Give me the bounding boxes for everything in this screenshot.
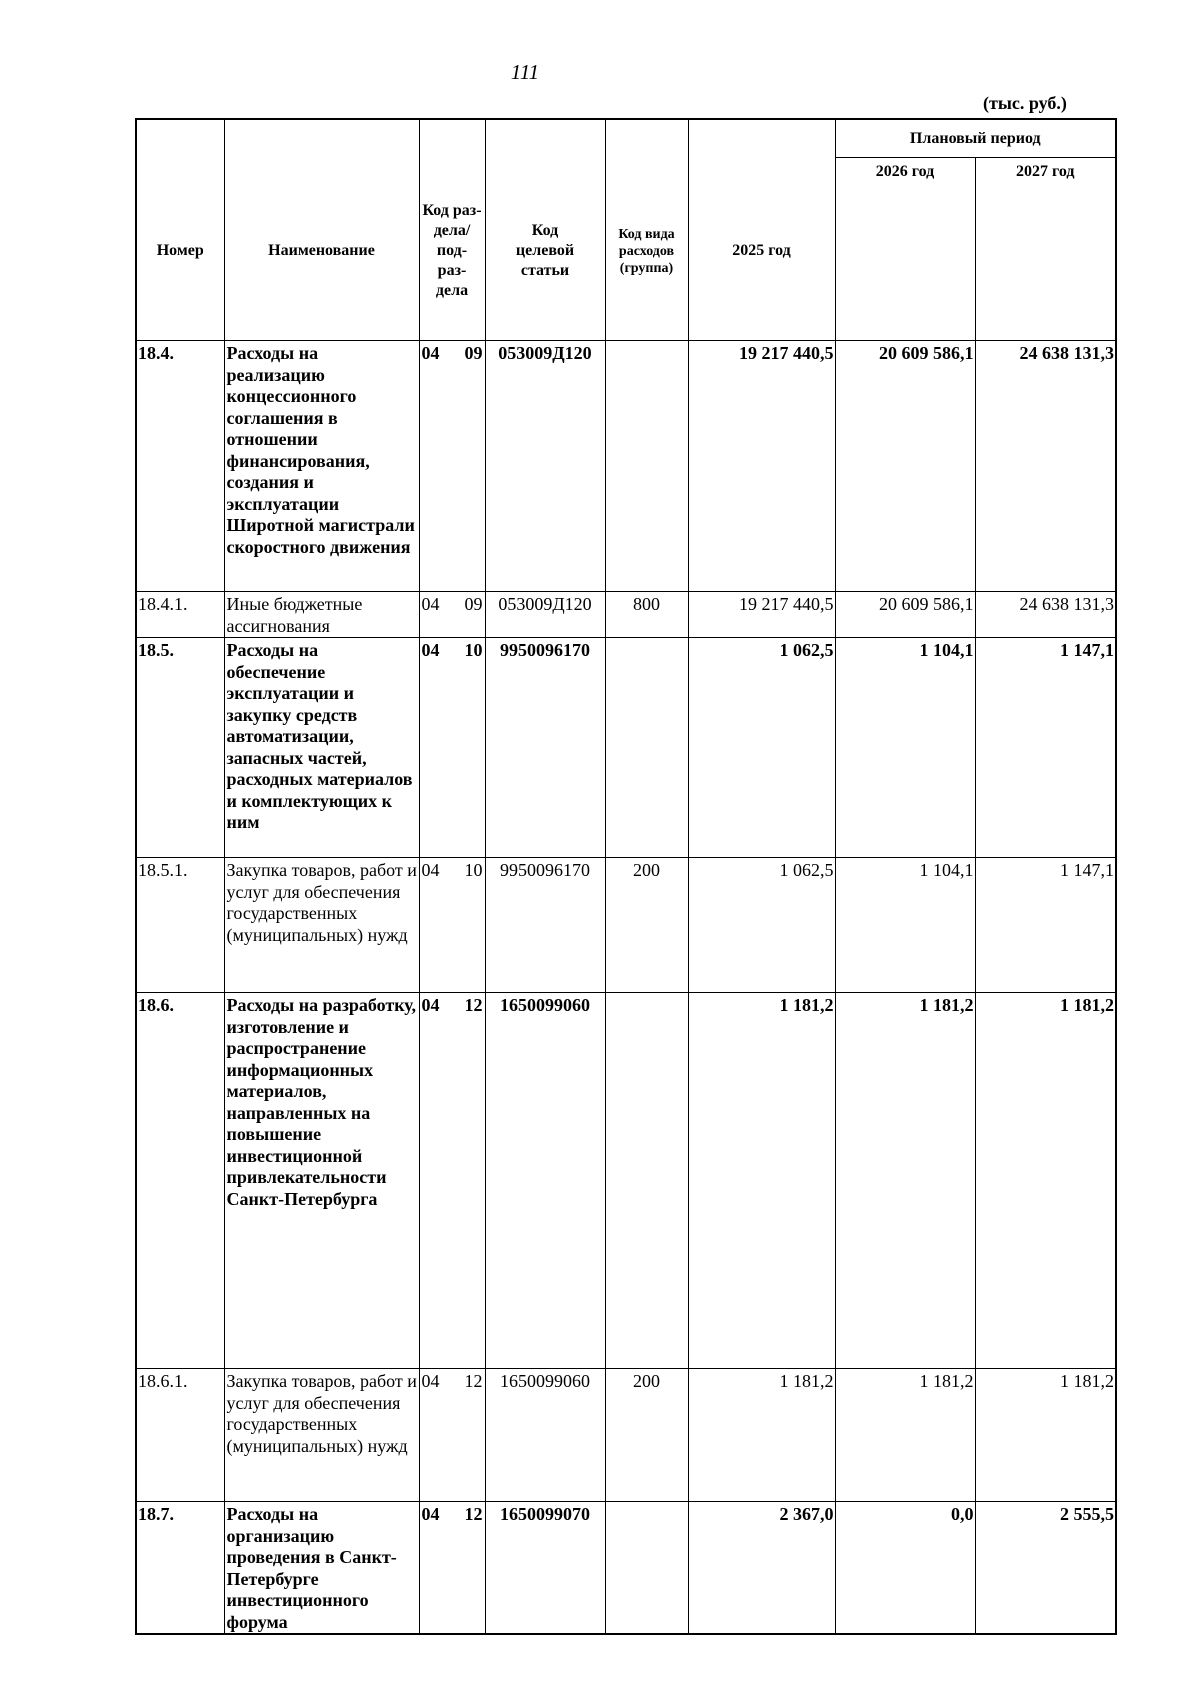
row-number: 18.5. <box>136 638 224 858</box>
row-number: 18.4. <box>136 341 224 592</box>
row-amount-2026: 1 181,2 <box>835 993 975 1369</box>
row-amount-2026: 20 609 586,1 <box>835 592 975 638</box>
page-number: 111 <box>510 60 540 84</box>
row-target-code: 9950096170 <box>485 638 605 858</box>
row-amount-2027: 1 181,2 <box>975 993 1116 1369</box>
row-number: 18.5.1. <box>136 858 224 993</box>
row-amount-2026: 1 104,1 <box>835 858 975 993</box>
row-section: 04 <box>421 995 440 1015</box>
row-target-code: 053009Д120 <box>485 341 605 592</box>
row-name: Закупка товаров, работ и услуг для обеспечения государственных (муниципальных) нужд <box>224 858 419 993</box>
header-year-2025: 2025 год <box>688 119 835 341</box>
header-planned-period: Плановый период <box>835 119 1116 158</box>
header-year-2026: 2026 год <box>835 158 975 341</box>
row-amount-2025: 2 367,0 <box>688 1502 835 1635</box>
row-amount-2027: 1 147,1 <box>975 638 1116 858</box>
header-target-code <box>485 119 605 341</box>
row-amount-2025: 1 181,2 <box>688 1369 835 1502</box>
row-name: Закупка товаров, работ и услуг для обеспечения государственных (муниципальных) нужд <box>224 1369 419 1502</box>
header-number: Номер <box>136 119 224 341</box>
row-section: 04 <box>421 640 440 660</box>
row-name: Иные бюджетные ассигнования <box>224 592 419 638</box>
row-target-code: 1650099060 <box>485 993 605 1369</box>
table-row <box>136 858 1116 993</box>
row-amount-2026: 1 104,1 <box>835 638 975 858</box>
table-row <box>136 993 1116 1369</box>
header-target-code-text: Код целевой статьи <box>515 222 575 279</box>
table-row <box>136 341 1116 592</box>
row-amount-2025: 19 217 440,5 <box>688 341 835 592</box>
header-expense-kind <box>605 119 688 341</box>
row-number: 18.7. <box>136 1502 224 1635</box>
row-expense-kind <box>605 993 688 1369</box>
row-expense-kind: 200 <box>605 858 688 993</box>
budget-table <box>135 118 1117 1635</box>
row-section: 04 <box>421 860 440 880</box>
row-number: 18.6. <box>136 993 224 1369</box>
header-section-code-text: Код раз- дела/ под- раз- дела <box>422 202 482 299</box>
row-section: 04 <box>421 594 440 614</box>
header-name: Наименование <box>224 119 419 341</box>
row-number: 18.4.1. <box>136 592 224 638</box>
header-section-code <box>419 119 485 341</box>
row-expense-kind <box>605 1502 688 1635</box>
row-target-code: 1650099070 <box>485 1502 605 1635</box>
row-section-code <box>419 858 485 993</box>
row-expense-kind <box>605 341 688 592</box>
row-subsection: 10 <box>464 860 483 880</box>
row-section-code <box>419 1369 485 1502</box>
row-amount-2027: 24 638 131,3 <box>975 341 1116 592</box>
row-subsection: 12 <box>464 1504 483 1524</box>
row-target-code: 9950096170 <box>485 858 605 993</box>
row-amount-2025: 19 217 440,5 <box>688 592 835 638</box>
row-amount-2027: 1 181,2 <box>975 1369 1116 1502</box>
row-subsection: 09 <box>464 594 483 614</box>
row-subsection: 12 <box>464 1371 483 1391</box>
table-row <box>136 1369 1116 1502</box>
row-subsection: 12 <box>464 995 483 1015</box>
row-name: Расходы на организацию проведения в Санкт-Петербурге инвестиционного форума <box>224 1502 419 1635</box>
row-amount-2026: 0,0 <box>835 1502 975 1635</box>
table-row <box>136 592 1116 638</box>
row-section-code <box>419 1502 485 1635</box>
table-row <box>136 638 1116 858</box>
row-target-code: 053009Д120 <box>485 592 605 638</box>
row-expense-kind: 800 <box>605 592 688 638</box>
row-section-code <box>419 993 485 1369</box>
row-subsection: 10 <box>464 640 483 660</box>
row-name: Расходы на разработку, изготовление и распространение информационных материалов, направленных на повышение инвестиционной привлекательности Санкт-Петербурга <box>224 993 419 1369</box>
row-amount-2027: 2 555,5 <box>975 1502 1116 1635</box>
row-name: Расходы на обеспечение эксплуатации и закупку средств автоматизации, запасных частей, расходных материалов и комплектующих к ним <box>224 638 419 858</box>
table-body <box>136 341 1116 1635</box>
row-subsection: 09 <box>464 343 483 363</box>
row-target-code: 1650099060 <box>485 1369 605 1502</box>
row-section: 04 <box>421 1504 440 1524</box>
row-section-code <box>419 592 485 638</box>
header-expense-kind-text: Код вида расходов (группа) <box>618 226 675 276</box>
row-amount-2026: 1 181,2 <box>835 1369 975 1502</box>
row-section-code <box>419 341 485 592</box>
row-amount-2027: 24 638 131,3 <box>975 592 1116 638</box>
table-row <box>136 1502 1116 1635</box>
units-label: (тыс. руб.) <box>983 93 1067 113</box>
row-section-code <box>419 638 485 858</box>
row-amount-2025: 1 062,5 <box>688 638 835 858</box>
row-expense-kind <box>605 638 688 858</box>
row-number: 18.6.1. <box>136 1369 224 1502</box>
row-amount-2026: 20 609 586,1 <box>835 341 975 592</box>
row-name: Расходы на реализацию концессионного соглашения в отношении финансирования, создания и эксплуатации Широтной магистрали скоростного движения <box>224 341 419 592</box>
row-amount-2025: 1 062,5 <box>688 858 835 993</box>
row-expense-kind: 200 <box>605 1369 688 1502</box>
row-amount-2027: 1 147,1 <box>975 858 1116 993</box>
row-section: 04 <box>421 343 440 363</box>
header-year-2027: 2027 год <box>975 158 1116 341</box>
row-amount-2025: 1 181,2 <box>688 993 835 1369</box>
row-section: 04 <box>421 1371 440 1391</box>
